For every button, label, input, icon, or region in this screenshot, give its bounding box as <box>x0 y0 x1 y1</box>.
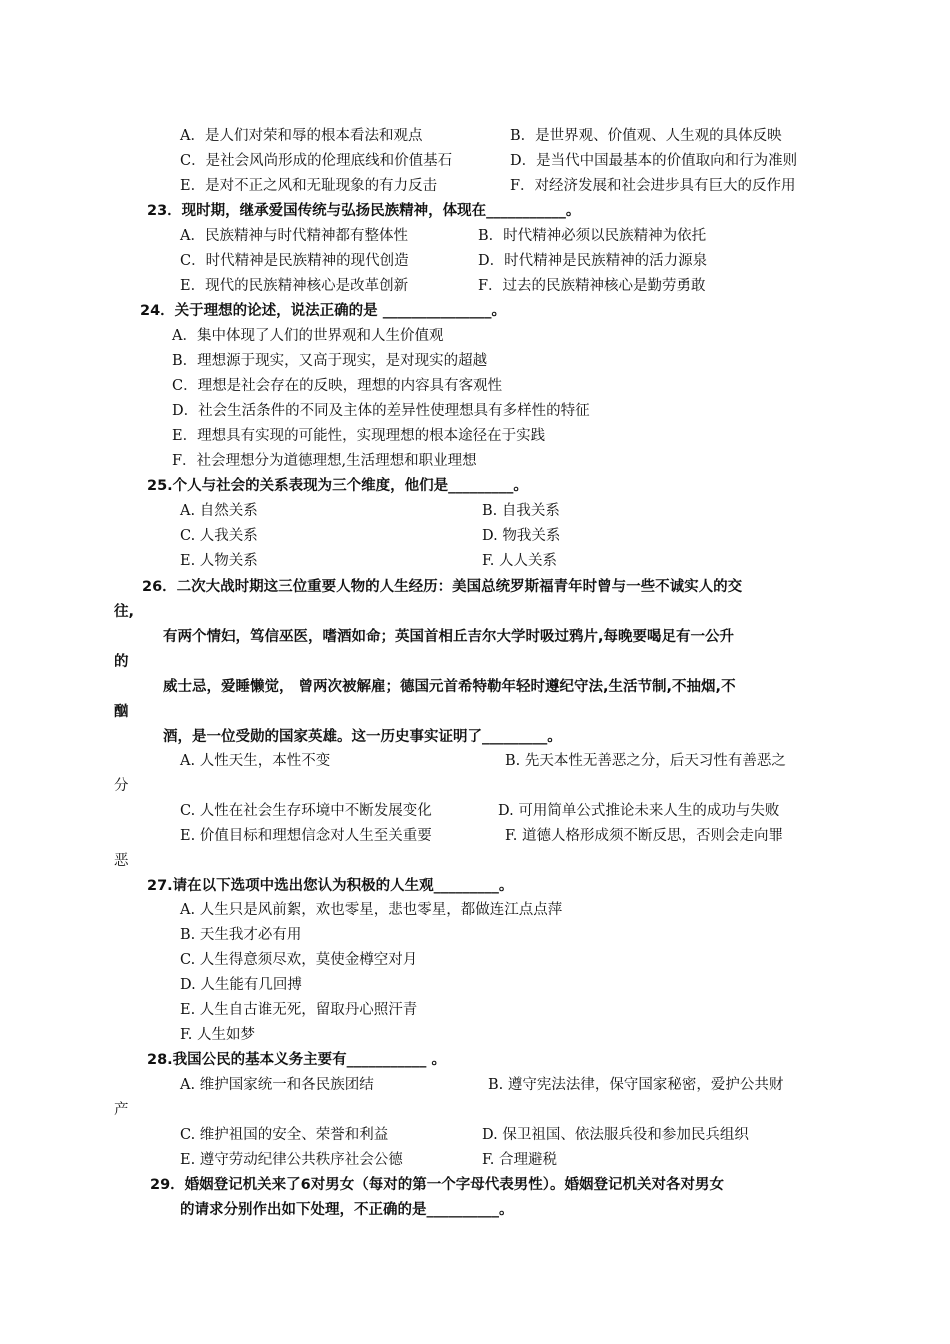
q26-option-b: B. 先天本性无善恶之分，后天习性有善恶之 <box>505 753 786 769</box>
q27-option-b: B. 天生我才必有用 <box>180 927 302 943</box>
q27-option-c: C. 人生得意须尽欢，莫使金樽空对月 <box>180 952 418 968</box>
q26-option-e: E. 价值目标和理想信念对人生至关重要 <box>180 828 432 844</box>
q23-option-f: F．过去的民族精神核心是勤劳勇敢 <box>478 278 706 294</box>
q29-stem-line1: 29．婚姻登记机关来了6对男女（每对的第一个字母代表男性）。婚姻登记机关对各对男女 <box>150 1177 725 1193</box>
q24-option-f: F．社会理想分为道德理想,生活理想和职业理想 <box>172 453 477 469</box>
q24-stem: 24．关于理想的论述，说法正确的是 _______________。 <box>140 303 506 319</box>
q26-option-c: C. 人性在社会生存环境中不断发展变化 <box>180 803 432 819</box>
q22-option-f: F．对经济发展和社会进步具有巨大的反作用 <box>510 178 796 194</box>
q27-option-d: D. 人生能有几回搏 <box>180 977 302 993</box>
q24-option-c: C．理想是社会存在的反映，理想的内容具有客观性 <box>172 378 503 394</box>
q28-option-b: B. 遵守宪法法律，保守国家秘密，爱护公共财 <box>488 1077 784 1093</box>
q23-option-b: B．时代精神必须以民族精神为依托 <box>478 228 707 244</box>
q26-option-f: F. 道德人格形成须不断反思，否则会走向罪 <box>505 828 784 844</box>
q26-stem-line2-wrap: 的 <box>114 654 129 670</box>
q23-option-a: A．民族精神与时代精神都有整体性 <box>180 228 408 244</box>
q27-stem: 27.请在以下选项中选出您认为积极的人生观_________。 <box>147 878 514 894</box>
q25-option-b: B. 自我关系 <box>482 503 560 519</box>
q27-option-f: F. 人生如梦 <box>180 1027 256 1043</box>
q25-option-d: D. 物我关系 <box>482 528 561 544</box>
q22-option-b: B．是世界观、价值观、人生观的具体反映 <box>510 128 782 144</box>
q26-stem-line1-wrap: 往, <box>114 604 135 620</box>
q26-option-a: A. 人性天生，本性不变 <box>180 753 331 769</box>
q28-stem: 28.我国公民的基本义务主要有___________ 。 <box>147 1052 446 1068</box>
q22-option-a: A．是人们对荣和辱的根本看法和观点 <box>180 128 423 144</box>
q26-stem-line1: 26．二次大战时期这三位重要人物的人生经历：美国总统罗斯福青年时曾与一些不诚实人的交 <box>142 579 743 595</box>
q28-option-a: A. 维护国家统一和各民族团结 <box>180 1077 374 1093</box>
q27-option-e: E. 人生自古谁无死，留取丹心照汗青 <box>180 1002 418 1018</box>
q25-stem: 25.个人与社会的关系表现为三个维度，他们是_________。 <box>147 478 528 494</box>
q29-stem-line2: 的请求分别作出如下处理，不正确的是__________。 <box>180 1202 514 1218</box>
q26-stem-line3: 威士忌，爱睡懒觉， 曾两次被解雇；德国元首希特勒年轻时遵纪守法,生活节制,不抽烟,不 <box>163 679 736 695</box>
q26-stem-line3-wrap: 酗 <box>114 704 129 720</box>
q25-option-e: E. 人物关系 <box>180 553 258 569</box>
q22-option-e: E．是对不正之风和无耻现象的有力反击 <box>180 178 438 194</box>
q28-option-c: C. 维护祖国的安全、荣誉和利益 <box>180 1127 389 1143</box>
q23-option-e: E．现代的民族精神核心是改革创新 <box>180 278 409 294</box>
q27-option-a: A. 人生只是风前絮，欢也零星，悲也零星，都做连江点点萍 <box>180 902 563 918</box>
q28-option-f: F. 合理避税 <box>482 1152 558 1168</box>
q23-option-d: D．时代精神是民族精神的活力源泉 <box>478 253 708 269</box>
q24-option-b: B．理想源于现实，又高于现实，是对现实的超越 <box>172 353 488 369</box>
q26-stem-line4: 酒，是一位受勋的国家英雄。这一历史事实证明了_________。 <box>163 729 562 745</box>
q25-option-f: F. 人人关系 <box>482 553 558 569</box>
q24-option-d: D．社会生活条件的不同及主体的差异性使理想具有多样性的特征 <box>172 403 590 419</box>
q22-option-d: D．是当代中国最基本的价值取向和行为准则 <box>510 153 798 169</box>
q25-option-a: A. 自然关系 <box>180 503 258 519</box>
q26-stem-line2: 有两个情妇，笃信巫医，嗜酒如命；英国首相丘吉尔大学时吸过鸦片,每晚要喝足有一公升 <box>163 629 735 645</box>
q25-option-c: C. 人我关系 <box>180 528 258 544</box>
q24-option-e: E．理想具有实现的可能性，实现理想的根本途径在于实践 <box>172 428 546 444</box>
q22-option-c: C．是社会风尚形成的伦理底线和价值基石 <box>180 153 453 169</box>
q26-option-d: D. 可用简单公式推论未来人生的成功与失败 <box>498 803 780 819</box>
q28-option-d: D. 保卫祖国、依法服兵役和参加民兵组织 <box>482 1127 749 1143</box>
q28-option-e: E. 遵守劳动纪律公共秩序社会公德 <box>180 1152 403 1168</box>
q26-option-b-wrap: 分 <box>114 778 129 794</box>
q28-option-b-wrap: 产 <box>114 1102 129 1118</box>
q26-option-f-wrap: 恶 <box>114 853 129 869</box>
q24-option-a: A．集中体现了人们的世界观和人生价值观 <box>172 328 444 344</box>
q23-option-c: C．时代精神是民族精神的现代创造 <box>180 253 409 269</box>
q23-stem: 23．现时期，继承爱国传统与弘扬民族精神，体现在___________。 <box>147 203 581 219</box>
